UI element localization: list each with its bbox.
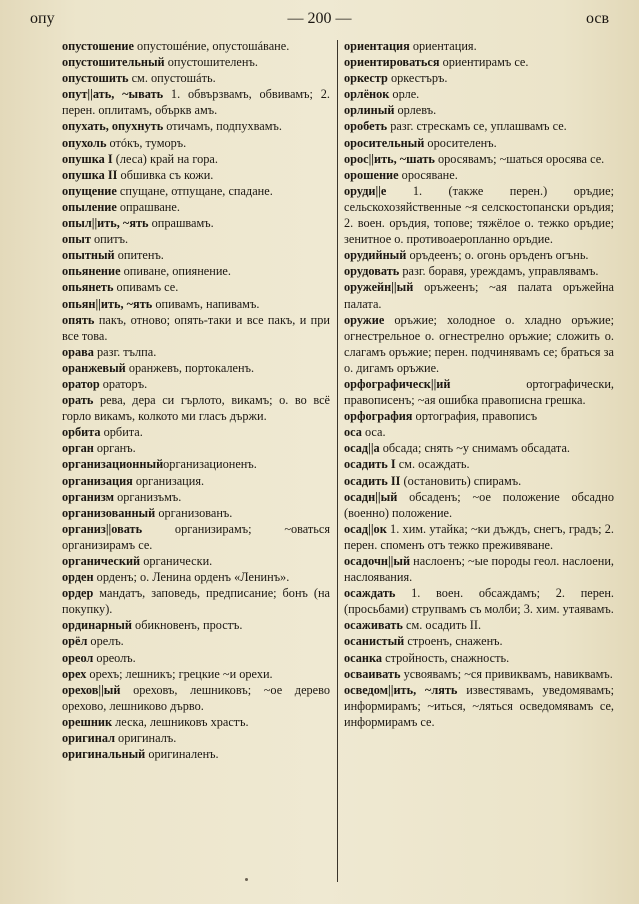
entry-definition: опустошéние, опустошáване. xyxy=(133,39,290,53)
dictionary-entry xyxy=(344,102,614,118)
entry-headword: опустошительный xyxy=(62,55,165,70)
entry-headword: опьян||ить, ~ять xyxy=(62,296,153,311)
entry-definition: организационенъ. xyxy=(163,457,257,472)
dictionary-entry xyxy=(62,376,330,392)
entry-definition: опрашване. xyxy=(116,199,180,214)
entry-headword: оригинальный xyxy=(62,747,146,762)
entry-definition: орле. xyxy=(389,87,420,102)
entry-headword: опыт xyxy=(62,232,91,247)
entry-headword: организационный xyxy=(62,457,164,472)
entry-definition: орелъ. xyxy=(87,634,124,649)
entry-headword: оранжевый xyxy=(62,360,126,375)
dictionary-entry xyxy=(62,553,330,569)
dictionary-entry xyxy=(344,585,614,617)
entry-definition: отичамъ, подпухвамъ. xyxy=(163,119,282,134)
dictionary-entry xyxy=(344,408,614,424)
entry-definition: оркестъръ. xyxy=(387,71,448,86)
dictionary-entry xyxy=(344,633,614,649)
dictionary-entry xyxy=(62,489,330,505)
entry-definition: опустошителенъ. xyxy=(164,55,258,70)
entry-definition: орденъ; о. Ленина орденъ «Ленинъ». xyxy=(93,570,290,585)
entry-definition: обикновенъ, простъ. xyxy=(131,618,243,633)
dictionary-entry xyxy=(62,312,330,344)
dictionary-entry xyxy=(344,440,614,456)
dictionary-entry xyxy=(344,38,614,54)
dictionary-entry xyxy=(62,231,330,247)
dictionary-entry xyxy=(62,666,330,682)
entry-definition: организъмъ. xyxy=(114,489,182,504)
dictionary-entry xyxy=(344,424,614,440)
dictionary-entry xyxy=(62,617,330,633)
entry-definition: ортографически, правописенъ; ~ая ошибка правописна грешка. xyxy=(344,376,614,408)
entry-headword: орудийный xyxy=(344,248,407,263)
entry-headword: орех xyxy=(62,666,87,681)
entry-definition: обсада; снять ~у снимамъ обсадата. xyxy=(379,441,570,456)
dictionary-entry xyxy=(62,730,330,746)
entry-definition: ориентирамъ се. xyxy=(439,55,529,70)
dictionary-entry xyxy=(62,215,330,231)
entry-headword: опять xyxy=(62,312,95,327)
entry-headword: оружие xyxy=(344,312,385,327)
entry-headword: орехов||ый xyxy=(62,682,121,697)
dictionary-entry xyxy=(62,151,330,167)
entry-headword: опушка I xyxy=(62,151,113,166)
header-guide-word-right: осв xyxy=(585,10,609,27)
dictionary-entry xyxy=(344,456,614,472)
entry-definition: органически. xyxy=(140,554,213,568)
entry-headword: опухать, опухнуть xyxy=(62,119,164,134)
entry-definition: орлевъ. xyxy=(394,103,437,118)
entry-definition: опитъ. xyxy=(90,232,129,247)
entry-definition: (леса) край на гора. xyxy=(112,151,218,166)
dictionary-entry xyxy=(62,569,330,585)
entry-headword: организ||овать xyxy=(62,521,143,536)
dictionary-entry xyxy=(344,489,614,521)
entry-definition: оръдеенъ; о. огонь оръденъ огънь. xyxy=(406,248,589,263)
entry-headword: осад||а xyxy=(344,441,380,456)
entry-definition: строенъ, снаженъ. xyxy=(404,634,503,649)
entry-headword: осадить II xyxy=(344,473,401,488)
entry-headword: ориентироваться xyxy=(344,55,440,70)
entry-headword: орать xyxy=(62,393,94,408)
dictionary-entry xyxy=(62,633,330,649)
entry-definition: опрашвамъ. xyxy=(148,216,214,231)
dictionary-entry xyxy=(62,86,330,118)
entry-headword: осанка xyxy=(344,650,383,665)
entry-headword: организация xyxy=(62,473,133,488)
dictionary-entry xyxy=(62,296,330,312)
dictionary-entry xyxy=(62,279,330,295)
entry-headword: осадить I xyxy=(344,457,396,472)
dictionary-entry xyxy=(344,247,614,263)
dictionary-entry xyxy=(62,585,330,617)
entry-headword: опьянение xyxy=(62,264,121,279)
dictionary-entry xyxy=(344,86,614,102)
dictionary-entry xyxy=(344,151,614,167)
dictionary-entry xyxy=(344,263,614,279)
entry-definition: обсаденъ; ~ое положение обсадно (военно) положение. xyxy=(344,489,614,520)
entry-definition: оръжие; холодное о. хладно оръжие; огнестрельное о. огнестрелно оръжие; сложить о. слагамъ оръжие; перен. подчинявамъ се; браться за о. дигамъ оръжие. xyxy=(344,312,614,375)
entry-definition: оросяване. xyxy=(398,167,458,182)
entry-definition: орбита. xyxy=(100,425,143,440)
entry-headword: опытный xyxy=(62,248,115,263)
entry-definition: опитенъ. xyxy=(114,248,164,263)
dictionary-entry xyxy=(62,424,330,440)
entry-definition: ореолъ. xyxy=(93,650,136,665)
entry-definition: ораторъ. xyxy=(99,376,148,391)
entry-headword: оригинал xyxy=(62,731,115,746)
entry-definition: оригиналъ. xyxy=(114,731,177,746)
entry-definition: опивамъ, напивамъ. xyxy=(152,296,260,311)
dictionary-entry xyxy=(344,553,614,585)
page-number: — 200 — xyxy=(287,10,352,27)
entry-definition: организация. xyxy=(132,473,205,488)
dictionary-entry xyxy=(344,183,614,247)
entry-headword: осаживать xyxy=(344,618,403,633)
dictionary-entry xyxy=(62,247,330,263)
entry-definition: оръжеенъ; ~ая палата оръжейна палата. xyxy=(344,280,614,311)
entry-headword: осведом||ить, ~лять xyxy=(344,682,458,697)
dictionary-entry xyxy=(344,279,614,311)
dictionary-entry xyxy=(344,54,614,70)
entry-headword: органический xyxy=(62,554,141,568)
dictionary-entry xyxy=(62,473,330,489)
dictionary-entry xyxy=(344,135,614,151)
entry-definition: пакъ, отново; опять-таки и все пакъ, и при все това. xyxy=(62,312,330,343)
entry-headword: орёл xyxy=(62,634,88,649)
entry-definition: опивамъ се. xyxy=(113,280,179,295)
dictionary-entry xyxy=(62,344,330,360)
dictionary-entry xyxy=(344,376,614,408)
entry-definition: известявамъ, уведомявамъ; информирамъ; ~иться, ~ляться осведомявамъ се, информирамъ се. xyxy=(344,682,614,729)
entry-headword: оружейн||ый xyxy=(344,280,414,295)
entry-definition: отóкъ, туморъ. xyxy=(106,135,187,150)
entry-definition: организирамъ; ~оваться организирамъ се. xyxy=(62,521,330,552)
dictionary-entry xyxy=(62,505,330,521)
entry-headword: организм xyxy=(62,489,115,504)
entry-definition: обшивка съ кожи. xyxy=(117,167,214,182)
dictionary-entry xyxy=(62,70,330,86)
entry-definition: ортография, правописъ xyxy=(412,409,538,424)
entry-headword: орудовать xyxy=(344,264,400,279)
entry-definition: оранжевъ, портокаленъ. xyxy=(125,360,255,375)
entry-definition: леска, лешниковъ храстъ. xyxy=(112,714,249,729)
entry-definition: 1. воен. обсаждамъ; 2. перен. (просьбами) струпвамъ съ молби; 3. хим. утаявамъ. xyxy=(344,586,614,617)
entry-definition: рева, дера си гърлото, викамъ; о. во всё горло викамъ, колкото ми гласъ държи. xyxy=(62,393,330,424)
entry-headword: опустошение xyxy=(62,39,134,53)
entry-headword: оруди||е xyxy=(344,183,387,198)
entry-definition: 1. обвързвамъ, обвивамъ; 2. перен. оплитамъ, объркв амъ. xyxy=(62,87,330,118)
entry-headword: опут||ать, ~ывать xyxy=(62,87,164,102)
dictionary-entry xyxy=(344,666,614,682)
entry-headword: орлиный xyxy=(344,103,395,118)
entry-definition: оросявамъ; ~шаться оросява се. xyxy=(434,151,605,166)
entry-definition: разг. боравя, уреждамъ, управлявамъ. xyxy=(399,264,599,279)
entry-headword: осадочн||ый xyxy=(344,554,411,568)
entry-definition: оса. xyxy=(361,425,386,440)
entry-definition: оросителенъ. xyxy=(424,135,497,150)
entry-definition: см. осаждать. xyxy=(395,457,470,472)
entry-definition: усвоявамъ; ~ся привиквамъ, навиквамъ. xyxy=(400,666,613,681)
entry-headword: осад||ок xyxy=(344,521,387,536)
dictionary-entry xyxy=(344,682,614,730)
entry-definition: ориентация. xyxy=(409,39,477,53)
entry-definition: разг. стрескамъ се, уплашвамъ се. xyxy=(387,119,567,134)
entry-headword: орфография xyxy=(344,409,413,424)
entry-headword: орошение xyxy=(344,167,399,182)
entry-headword: опушка II xyxy=(62,167,118,182)
entry-headword: оробеть xyxy=(344,119,388,134)
dictionary-entry xyxy=(62,167,330,183)
entry-headword: орфографическ||ий xyxy=(344,376,451,391)
dictionary-entry xyxy=(62,263,330,279)
dictionary-entry xyxy=(62,682,330,714)
dictionary-entry xyxy=(62,38,330,54)
dictionary-entry xyxy=(344,70,614,86)
dictionary-entry xyxy=(62,54,330,70)
entry-headword: опустошить xyxy=(62,71,129,86)
dictionary-entry xyxy=(344,167,614,183)
dictionary-entry xyxy=(62,118,330,134)
entry-headword: оросительный xyxy=(344,135,425,150)
entry-definition: организованъ. xyxy=(155,505,233,520)
entry-headword: опухоль xyxy=(62,135,107,150)
entry-headword: осадн||ый xyxy=(344,489,398,504)
entry-definition: спущане, отпущане, спадане. xyxy=(116,183,273,198)
entry-definition: 1. (также перен.) оръдие; сельскохозяйственные ~я селскостопански оръдия; 2. воен. оръдия, топове; тяжёлое о. тежко оръдие; зенитное о. противоаеропланно оръдие. xyxy=(344,183,614,247)
header-guide-word-left: опу xyxy=(30,10,55,27)
dictionary-entry xyxy=(62,360,330,376)
dictionary-entry xyxy=(62,521,330,553)
entry-headword: ординарный xyxy=(62,618,132,633)
dictionary-entry xyxy=(344,118,614,134)
entry-headword: опыление xyxy=(62,199,117,214)
entry-definition: стройность, снажность. xyxy=(382,650,510,665)
entry-headword: орден xyxy=(62,570,94,585)
page-speck xyxy=(245,878,248,881)
dictionary-entry xyxy=(344,473,614,489)
page-header xyxy=(30,10,609,32)
entry-headword: орос||ить, ~шать xyxy=(344,151,435,166)
dictionary-entry xyxy=(62,456,330,472)
entry-headword: опьянеть xyxy=(62,280,114,295)
dictionary-entry xyxy=(62,714,330,730)
dictionary-entry xyxy=(62,135,330,151)
entry-definition: опиване, опиянение. xyxy=(120,264,231,279)
right-column xyxy=(344,38,614,730)
dictionary-entry xyxy=(344,617,614,633)
dictionary-entry xyxy=(62,440,330,456)
dictionary-entry xyxy=(62,392,330,424)
entry-definition: 1. хим. утайка; ~ки дъждъ, снегъ, градъ; 2. перен. споменъ отъ тежко преживяване. xyxy=(344,521,614,552)
entry-headword: орлёнок xyxy=(344,87,390,102)
entry-headword: опущение xyxy=(62,183,117,198)
entry-headword: орешник xyxy=(62,714,113,729)
dictionary-entry xyxy=(344,521,614,553)
dictionary-entry xyxy=(344,312,614,376)
entry-headword: ордер xyxy=(62,586,94,601)
left-column xyxy=(62,38,330,762)
entry-headword: опыл||ить, ~ять xyxy=(62,216,149,231)
entry-headword: осанистый xyxy=(344,634,405,649)
entry-definition: (остановить) спирамъ. xyxy=(400,473,522,488)
entry-headword: оса xyxy=(344,425,362,440)
entry-headword: орган xyxy=(62,441,94,456)
entry-headword: орбита xyxy=(62,425,101,440)
entry-headword: ореол xyxy=(62,650,94,665)
entry-definition: ореховъ, лешниковъ; ~ое дерево орехово, лешниково дърво. xyxy=(62,682,330,713)
entry-headword: ориентация xyxy=(344,39,410,53)
entry-definition: мандатъ, заповедь, предписание; бонъ (на покупку). xyxy=(62,586,330,617)
dictionary-entry xyxy=(62,183,330,199)
dictionary-entry xyxy=(62,199,330,215)
entry-headword: оркестр xyxy=(344,71,388,86)
entry-definition: см. опустошáть. xyxy=(128,71,216,86)
dictionary-entry xyxy=(344,650,614,666)
entry-headword: осваивать xyxy=(344,666,401,681)
entry-definition: см. осадить II. xyxy=(402,618,482,633)
entry-headword: орава xyxy=(62,344,94,359)
entry-definition: оригиналенъ. xyxy=(145,747,219,762)
entry-definition: наслоенъ; ~ые породы геол. наслоени, наслоявания. xyxy=(344,554,614,585)
entry-definition: разг. тълпа. xyxy=(93,344,157,359)
entry-definition: органъ. xyxy=(93,441,136,456)
entry-definition: орехъ; лешникъ; грецкие ~и орехи. xyxy=(86,666,273,681)
entry-headword: осаждать xyxy=(344,586,396,601)
column-divider xyxy=(337,40,338,882)
entry-headword: оратор xyxy=(62,376,100,391)
dictionary-entry xyxy=(62,746,330,762)
dictionary-entry xyxy=(62,650,330,666)
entry-headword: организованный xyxy=(62,505,156,520)
